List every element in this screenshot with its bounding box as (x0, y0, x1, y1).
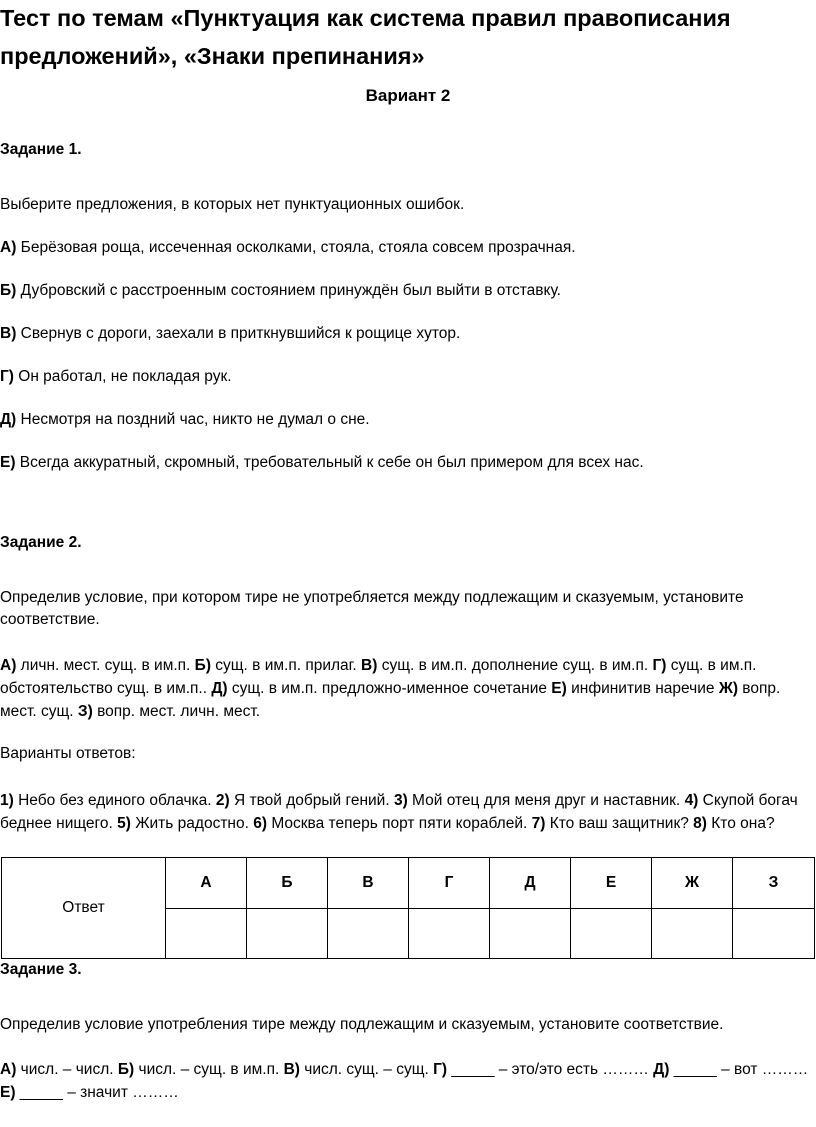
task-1-heading: Задание 1. (0, 141, 82, 158)
condition-text: инфинитив наречие (566, 680, 719, 697)
task-1-option-e (0, 454, 644, 472)
answer-number: 6) (253, 815, 268, 832)
answer-column-header: Ж (652, 858, 733, 909)
condition-letter: Г) (652, 657, 667, 674)
task-1-option-g (0, 368, 232, 386)
task-1-option-v (0, 325, 460, 343)
page-title-line-2: предложений», «Знаки препинания» (0, 43, 425, 69)
answer-text: Небо без единого облачка. (13, 792, 216, 809)
condition-text: вопр. мест. сущ. (0, 680, 781, 720)
answer-cell[interactable] (247, 909, 328, 959)
task-2-heading: Задание 2. (0, 534, 82, 551)
answer-text: Кто она? (706, 815, 775, 832)
condition-text: _____ – вот ……… (669, 1061, 809, 1078)
task-1-option-d (0, 411, 370, 429)
answer-cell[interactable] (328, 909, 409, 959)
answer-cell[interactable] (652, 909, 733, 959)
condition-letter: Е) (0, 1084, 16, 1101)
answer-column-header: Г (409, 858, 490, 909)
answer-column-header: З (733, 858, 815, 909)
condition-text: сущ. в им.п. дополнение сущ. в им.п. (377, 657, 653, 674)
condition-letter: З) (77, 703, 93, 720)
answer-cell[interactable] (571, 909, 652, 959)
answer-column-header: Д (490, 858, 571, 909)
answer-text: Кто ваш защитник? (545, 815, 694, 832)
option-text: Несмотря на поздний час, никто не думал о сне. (16, 411, 370, 428)
answer-cell[interactable] (733, 909, 815, 959)
answer-row-label: Ответ (2, 858, 166, 959)
task-1-option-a (0, 239, 576, 257)
answer-number: 7) (531, 815, 546, 832)
condition-letter: Б) (194, 657, 211, 674)
condition-text: сущ. в им.п. прилаг. (210, 657, 362, 674)
option-letter: Е) (0, 454, 16, 471)
task-2-conditions (0, 654, 812, 723)
condition-text: вопр. мест. личн. мест. (92, 703, 261, 720)
answer-column-header: А (166, 858, 247, 909)
condition-letter: А) (0, 657, 17, 674)
condition-letter: В) (283, 1061, 300, 1078)
condition-letter: Д) (653, 1061, 670, 1078)
answer-number: 4) (684, 792, 699, 809)
condition-text: _____ – значит ……… (15, 1084, 179, 1101)
answer-text: Мой отец для меня друг и наставник. (407, 792, 685, 809)
condition-letter: Г) (433, 1061, 448, 1078)
option-letter: А) (0, 239, 17, 256)
condition-text: числ. – сущ. в им.п. (134, 1061, 284, 1078)
page-title-line-1: Тест по темам «Пунктуация как система правил правописания (0, 5, 731, 31)
answer-table (1, 857, 815, 959)
answer-text: Скупой богач беднее нищего. (0, 792, 798, 832)
option-text: Всегда аккуратный, скромный, требовательный к себе он был примером для всех нас. (15, 454, 644, 471)
answer-number: 2) (215, 792, 230, 809)
option-text: Свернув с дороги, заехали в приткнувшийся к рощице хутор. (16, 325, 461, 342)
answer-cell[interactable] (490, 909, 571, 959)
answer-number: 1) (0, 792, 14, 809)
option-letter: В) (0, 325, 17, 342)
task-2-instruction-line-2: соответствие. (0, 611, 100, 628)
option-text: Он работал, не покладая рук. (13, 368, 232, 385)
condition-text: сущ. в им.п. предложно-именное сочетание (227, 680, 552, 697)
condition-text: числ. – числ. (16, 1061, 118, 1078)
condition-letter: В) (361, 657, 378, 674)
task-1-instruction: Выберите предложения, в которых нет пунктуационных ошибок. (0, 196, 465, 213)
option-text: Дубровский с расстроенным состоянием принуждён был выйти в отставку. (16, 282, 561, 299)
task-3-conditions (0, 1058, 812, 1104)
condition-text: сущ. в им.п. обстоятельство сущ. в им.п.. (0, 657, 757, 697)
answer-number: 5) (117, 815, 131, 832)
answer-number: 3) (393, 792, 408, 809)
condition-letter: Е) (551, 680, 567, 697)
answer-text: Я твой добрый гений. (229, 792, 394, 809)
answer-cell[interactable] (166, 909, 247, 959)
task-2-instruction-line-1: Определив условие, при котором тире не употребляется между подлежащим и сказуемым, установите (0, 589, 744, 606)
answer-column-header: Б (247, 858, 328, 909)
condition-letter: Д) (211, 680, 228, 697)
condition-text: числ. сущ. – сущ. (299, 1061, 434, 1078)
condition-text: _____ – это/это есть ……… (447, 1061, 654, 1078)
condition-text: личн. мест. сущ. в им.п. (16, 657, 195, 674)
task-3-instruction: Определив условие употребления тире между подлежащим и сказуемым, установите соответствие. (0, 1016, 724, 1033)
option-text: Берёзовая роща, иссеченная осколками, стояла, стояла совсем прозрачная. (16, 239, 576, 256)
task-2-answer-options (0, 789, 812, 835)
option-letter: Д) (0, 411, 17, 428)
answer-number: 8) (693, 815, 707, 832)
task-2-answers-label: Варианты ответов: (0, 745, 136, 762)
answer-column-header: В (328, 858, 409, 909)
answer-text: Москва теперь порт пяти кораблей. (267, 815, 532, 832)
condition-letter: А) (0, 1061, 17, 1078)
option-letter: Б) (0, 282, 17, 299)
answer-text: Жить радостно. (130, 815, 254, 832)
task-3-heading: Задание 3. (0, 961, 82, 978)
answer-table-header-row (2, 858, 815, 909)
task-1-option-b (0, 282, 561, 300)
variant-heading: Вариант 2 (365, 86, 451, 105)
condition-letter: Ж) (718, 680, 738, 697)
answer-column-header: Е (571, 858, 652, 909)
answer-cell[interactable] (409, 909, 490, 959)
condition-letter: Б) (117, 1061, 135, 1078)
option-letter: Г) (0, 368, 14, 385)
